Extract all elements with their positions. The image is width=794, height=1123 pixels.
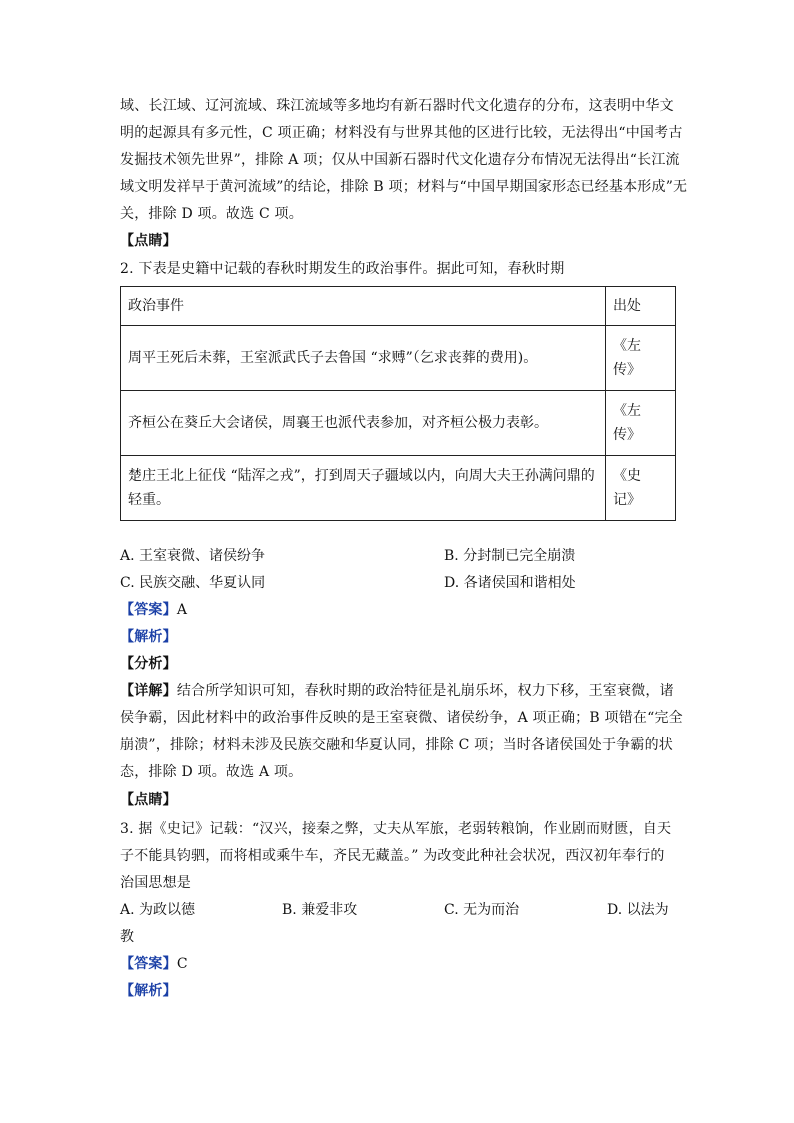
paragraph-line	[120, 681, 676, 701]
event-text: 楚庄王北上征伐 “陆浑之戎”，打到周天子疆域以内，向周大夫王孙满问鼎的	[128, 468, 595, 484]
xiangjie-tag: 【详解】	[120, 683, 177, 699]
option-b: B. 兼爱非攻	[282, 902, 358, 918]
option-a: A. 为政以德	[120, 902, 196, 918]
fenxi-heading: 【分析】	[120, 656, 177, 672]
question-stem: 治国思想是	[120, 875, 191, 891]
table-row	[121, 391, 676, 456]
paragraph-line: 态，排除 D 项。故选 A 项。	[120, 764, 303, 780]
table-row	[121, 456, 676, 521]
answer-line	[120, 954, 676, 974]
jiexi-heading: 【解析】	[120, 629, 177, 645]
paragraph-line: 域、长江域、辽河流域、珠江流域等多地均有新石器时代文化遗存的分布，这表明中华文	[120, 98, 674, 114]
answer-line	[120, 600, 676, 620]
answer-value: C	[176, 956, 188, 972]
dianjing-heading: 【点睛】	[120, 233, 177, 249]
jiexi-heading: 【解析】	[120, 983, 177, 999]
question-stem: 子不能具钧驷，而将相或乘牛车，齐民无藏盖。” 为改变此种社会状况，西汉初年奉行的	[120, 848, 665, 864]
paragraph-line: 崩溃”，排除；材料未涉及民族交融和华夏认同，排除 C 项；当时各诸侯国处于争霸的状	[120, 737, 673, 753]
source-text: 《左	[613, 338, 641, 354]
question-stem: 2. 下表是史籍中记载的春秋时期发生的政治事件。据此可知，春秋时期	[120, 261, 565, 277]
source-text: 《左	[613, 403, 641, 419]
answer-tag: 【答案】	[120, 956, 177, 972]
event-cell: 周平王死后未葬，王室派武氏子去鲁国 “求赙”（乞求丧葬的费用)。	[121, 326, 606, 391]
source-cell	[606, 326, 676, 391]
option-d-continued: 教	[120, 929, 134, 945]
source-text: 《史	[613, 468, 641, 484]
xiangjie-text: 结合所学知识可知，春秋时期的政治特征是礼崩乐坏，权力下移，王室衰微，诸	[176, 683, 674, 699]
table-header-row	[121, 287, 676, 326]
paragraph-line: 关，排除 D 项。故选 C 项。	[120, 206, 303, 222]
paragraph-line: 侯争霸，因此材料中的政治事件反映的是王室衰微、诸侯纷争，A 项正确；B 项错在“完全	[120, 710, 683, 726]
table-header-cell: 政治事件	[121, 287, 606, 326]
source-text: 传》	[613, 362, 641, 378]
source-cell	[606, 391, 676, 456]
table-header-cell: 出处	[606, 287, 676, 326]
event-text: 轻重。	[128, 492, 170, 508]
source-text: 传》	[613, 427, 641, 443]
option-c: C. 民族交融、华夏认同	[120, 575, 266, 591]
table-row	[121, 326, 676, 391]
paragraph-line: 明的起源具有多元性，C 项正确；材料没有与世界其他的区进行比较，无法得出“中国考古	[120, 125, 683, 141]
option-b: B. 分封制已完全崩溃	[444, 548, 576, 564]
events-table	[120, 286, 676, 521]
answer-value: A	[176, 602, 188, 618]
dianjing-heading: 【点睛】	[120, 792, 177, 808]
source-text: 记》	[613, 492, 641, 508]
event-cell	[121, 456, 606, 521]
option-d: D. 以法为	[607, 902, 669, 918]
option-a: A. 王室衰微、诸侯纷争	[120, 548, 266, 564]
event-cell: 齐桓公在葵丘大会诸侯，周襄王也派代表参加，对齐桓公极力表彰。	[121, 391, 606, 456]
answer-tag: 【答案】	[120, 602, 177, 618]
option-c: C. 无为而治	[444, 902, 520, 918]
paragraph-line: 域文明发祥早于黄河流域”的结论，排除 B 项；材料与“中国早期国家形态已经基本形成”无	[120, 179, 688, 195]
option-d: D. 各诸侯国和谐相处	[444, 575, 576, 591]
paragraph-line: 发掘技术领先世界”，排除 A 项；仅从中国新石器时代文化遗存分布情况无法得出“长江流	[120, 152, 680, 168]
source-cell	[606, 456, 676, 521]
question-stem: 3. 据《史记》记载：“汉兴，接秦之弊，丈夫从军旅，老弱转粮饷，作业剧而财匮，自天	[120, 821, 672, 837]
